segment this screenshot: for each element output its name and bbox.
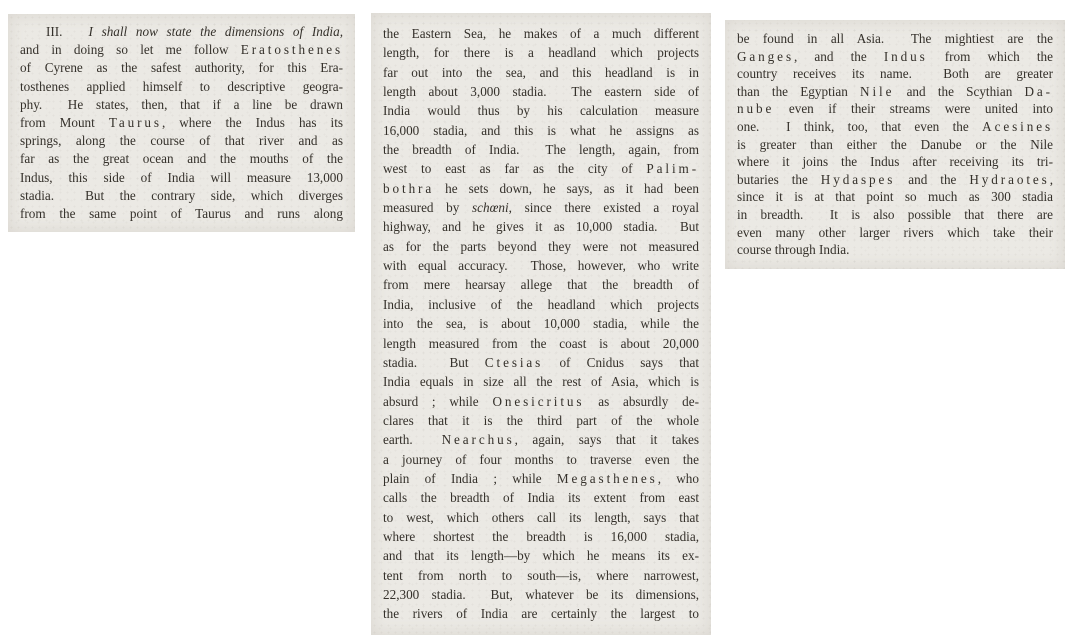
- text-line: [20, 169, 343, 187]
- text-line: [20, 205, 343, 223]
- text-line: [737, 241, 1053, 259]
- text-line: [737, 83, 1053, 101]
- body-text: stadia. But: [383, 354, 485, 370]
- body-text: country receives its name. Both are greater: [737, 66, 1053, 82]
- text-line: [383, 179, 699, 198]
- body-text: from mere hearsay allege that the breadth of: [383, 277, 699, 293]
- letterspaced-proper-name: Da-: [1024, 83, 1053, 99]
- body-text: Indus, this side of India will measure 13,000: [20, 169, 343, 185]
- text-line: [383, 566, 699, 585]
- body-text: with equal accuracy. Those, however, who write: [383, 258, 699, 274]
- text-column-middle: [371, 13, 711, 635]
- body-text: , since there existed a royal: [508, 200, 699, 216]
- text-line: [383, 604, 699, 623]
- body-text: III.: [46, 24, 89, 39]
- body-text: far out into the sea, and this headland is in: [383, 64, 699, 80]
- italic-text: I shall now state the dimensions of India,: [88, 24, 343, 39]
- letterspaced-proper-name: Hydraotes: [969, 171, 1050, 187]
- text-line: [383, 237, 699, 256]
- body-text: 22,300 stadia. But, whatever be its dimensions,: [383, 586, 699, 602]
- text-line: [737, 188, 1053, 206]
- text-line: [383, 24, 699, 43]
- italic-text: schœni: [472, 200, 509, 216]
- body-text: India, inclusive of the headland which projects: [383, 296, 699, 312]
- body-text: length about 3,000 stadia. The eastern side of: [383, 84, 699, 100]
- body-text: measured by: [383, 200, 473, 216]
- body-text: from which the: [927, 48, 1053, 64]
- body-text: into the sea, is about 10,000 stadia, while the: [383, 316, 699, 332]
- body-text: , who: [657, 470, 699, 486]
- body-text: is greater than either the Danube or the Nile: [737, 136, 1053, 152]
- text-line: [383, 488, 699, 507]
- text-line: [383, 508, 699, 527]
- body-text: phy. He states, then, that if a line be drawn: [20, 96, 343, 112]
- text-line: [20, 187, 343, 205]
- letterspaced-proper-name: Ganges: [737, 48, 794, 64]
- body-text: even if their streams were united into: [774, 101, 1053, 117]
- letterspaced-proper-name: nube: [737, 101, 775, 117]
- body-text: absurd ; while: [383, 393, 493, 409]
- body-text: as for the parts beyond they were not measured: [383, 238, 699, 254]
- text-line: [737, 136, 1053, 154]
- body-text: highway, and he gives it as 10,000 stadia. But: [383, 219, 699, 235]
- body-text: in breadth. It is also possible that there are: [737, 206, 1053, 222]
- body-text: length, for there is a headland which projects: [383, 45, 699, 61]
- letterspaced-proper-name: Palim-: [646, 161, 699, 177]
- body-text: where shortest the breadth is 16,000 stadia,: [383, 528, 699, 544]
- text-line: [20, 78, 343, 96]
- text-line: [383, 43, 699, 62]
- letterspaced-proper-name: Hydaspes: [820, 171, 896, 187]
- body-text: , again, says that it takes: [514, 432, 699, 448]
- text-line: [383, 217, 699, 236]
- body-text: the Eastern Sea, he makes of a much different: [383, 26, 699, 41]
- text-line: [383, 121, 699, 140]
- text-line: [383, 353, 699, 372]
- body-text: be found in all Asia. The mightiest are the: [737, 31, 1053, 46]
- body-text: to west, which others call its length, says that: [383, 509, 699, 525]
- body-text: from the same point of Taurus and runs along: [20, 206, 343, 222]
- letterspaced-proper-name: bothra: [383, 180, 435, 196]
- body-text: tent from north to south—is, where narrowest,: [383, 567, 699, 583]
- text-line: [737, 171, 1053, 189]
- text-line: [383, 334, 699, 353]
- body-text: , where the Indus has its: [161, 115, 343, 131]
- letterspaced-proper-name: Onesicritus: [492, 393, 585, 409]
- text-line: [383, 256, 699, 275]
- body-text: of Cnidus says that: [543, 354, 699, 370]
- text-line: [383, 392, 699, 411]
- text-column-left: [8, 14, 355, 232]
- letterspaced-proper-name: Indus: [883, 48, 928, 64]
- text-line: [20, 96, 343, 114]
- text-line: [737, 206, 1053, 224]
- body-text: where it joins the Indus after receiving its tri-: [737, 154, 1053, 170]
- body-text: west to east as far as the city of: [383, 161, 647, 177]
- body-text: length measured from the coast is about 20,000: [383, 335, 699, 351]
- body-text: even many other larger rivers which take their: [737, 224, 1053, 240]
- text-line: [20, 23, 343, 41]
- text-line: [737, 224, 1053, 242]
- body-text: and that its length—by which he means its ex-: [383, 548, 699, 564]
- body-text: a journey of four months to traverse even the: [383, 451, 699, 467]
- text-line: [737, 153, 1053, 171]
- text-line: [20, 41, 343, 59]
- text-line: [20, 132, 343, 150]
- text-line: [383, 82, 699, 101]
- text-line: [383, 585, 699, 604]
- text-line: [737, 65, 1053, 83]
- body-text: India equals in size all the rest of Asia, which is: [383, 374, 699, 390]
- body-text: and the: [895, 171, 970, 187]
- text-line: [20, 114, 343, 132]
- body-text: tosthenes applied himself to descriptive geogra-: [20, 78, 343, 94]
- letterspaced-proper-name: Ctesias: [484, 354, 544, 370]
- text-line: [737, 118, 1053, 136]
- body-text: ,: [1049, 171, 1053, 187]
- body-text: far as the great ocean and the mouths of the: [20, 151, 343, 167]
- text-line: [383, 546, 699, 565]
- body-text: as absurdly de-: [584, 393, 699, 409]
- text-line: [383, 101, 699, 120]
- text-line: [383, 198, 699, 217]
- body-text: course through India.: [737, 242, 850, 258]
- text-line: [383, 63, 699, 82]
- text-line: [20, 59, 343, 77]
- text-line: [737, 48, 1053, 66]
- body-text: butaries the: [737, 171, 821, 187]
- text-line: [383, 469, 699, 488]
- text-line: [383, 140, 699, 159]
- text-line: [383, 159, 699, 178]
- body-text: and the Scythian: [894, 83, 1025, 99]
- letterspaced-proper-name: Megasthenes: [556, 470, 658, 486]
- body-text: the breadth of India. The length, again, from: [383, 142, 699, 158]
- letterspaced-proper-name: Eratosthenes: [240, 42, 343, 58]
- text-line: [383, 314, 699, 333]
- text-line: [383, 450, 699, 469]
- body-text: he sets down, he says, as it had been: [434, 180, 699, 196]
- letterspaced-proper-name: Taurus: [108, 115, 162, 131]
- body-text: the rivers of India are certainly the largest to: [383, 606, 699, 622]
- text-line: [20, 150, 343, 168]
- letterspaced-proper-name: Acesines: [982, 118, 1053, 134]
- text-line: [383, 295, 699, 314]
- text-line: [383, 411, 699, 430]
- body-text: , and the: [793, 48, 884, 64]
- text-line: [383, 430, 699, 449]
- body-text: than the Egyptian: [737, 83, 861, 99]
- body-text: 16,000 stadia, and this is what he assigns as: [383, 122, 699, 138]
- body-text: of Cyrene as the safest authority, for this Era-: [20, 60, 343, 76]
- text-line: [737, 100, 1053, 118]
- text-line: [383, 275, 699, 294]
- text-line: [737, 30, 1053, 48]
- body-text: stadia. But the contrary side, which diverges: [20, 187, 343, 203]
- body-text: clares that it is the third part of the whole: [383, 412, 699, 428]
- body-text: one. I think, too, that even the: [737, 118, 983, 134]
- body-text: earth.: [383, 432, 442, 448]
- text-line: [383, 527, 699, 546]
- text-column-right: [725, 20, 1065, 269]
- body-text: calls the breadth of India its extent from east: [383, 490, 699, 506]
- body-text: since it is at that point so much as 300 stadia: [737, 189, 1053, 205]
- body-text: plain of India ; while: [383, 470, 557, 486]
- body-text: springs, along the course of that river and as: [20, 133, 343, 149]
- letterspaced-proper-name: Nile: [860, 83, 895, 99]
- body-text: India would thus by his calculation measure: [383, 103, 699, 119]
- letterspaced-proper-name: Nearchus: [441, 432, 515, 448]
- body-text: from Mount: [20, 115, 109, 131]
- text-line: [383, 372, 699, 391]
- body-text: and in doing so let me follow: [20, 42, 241, 58]
